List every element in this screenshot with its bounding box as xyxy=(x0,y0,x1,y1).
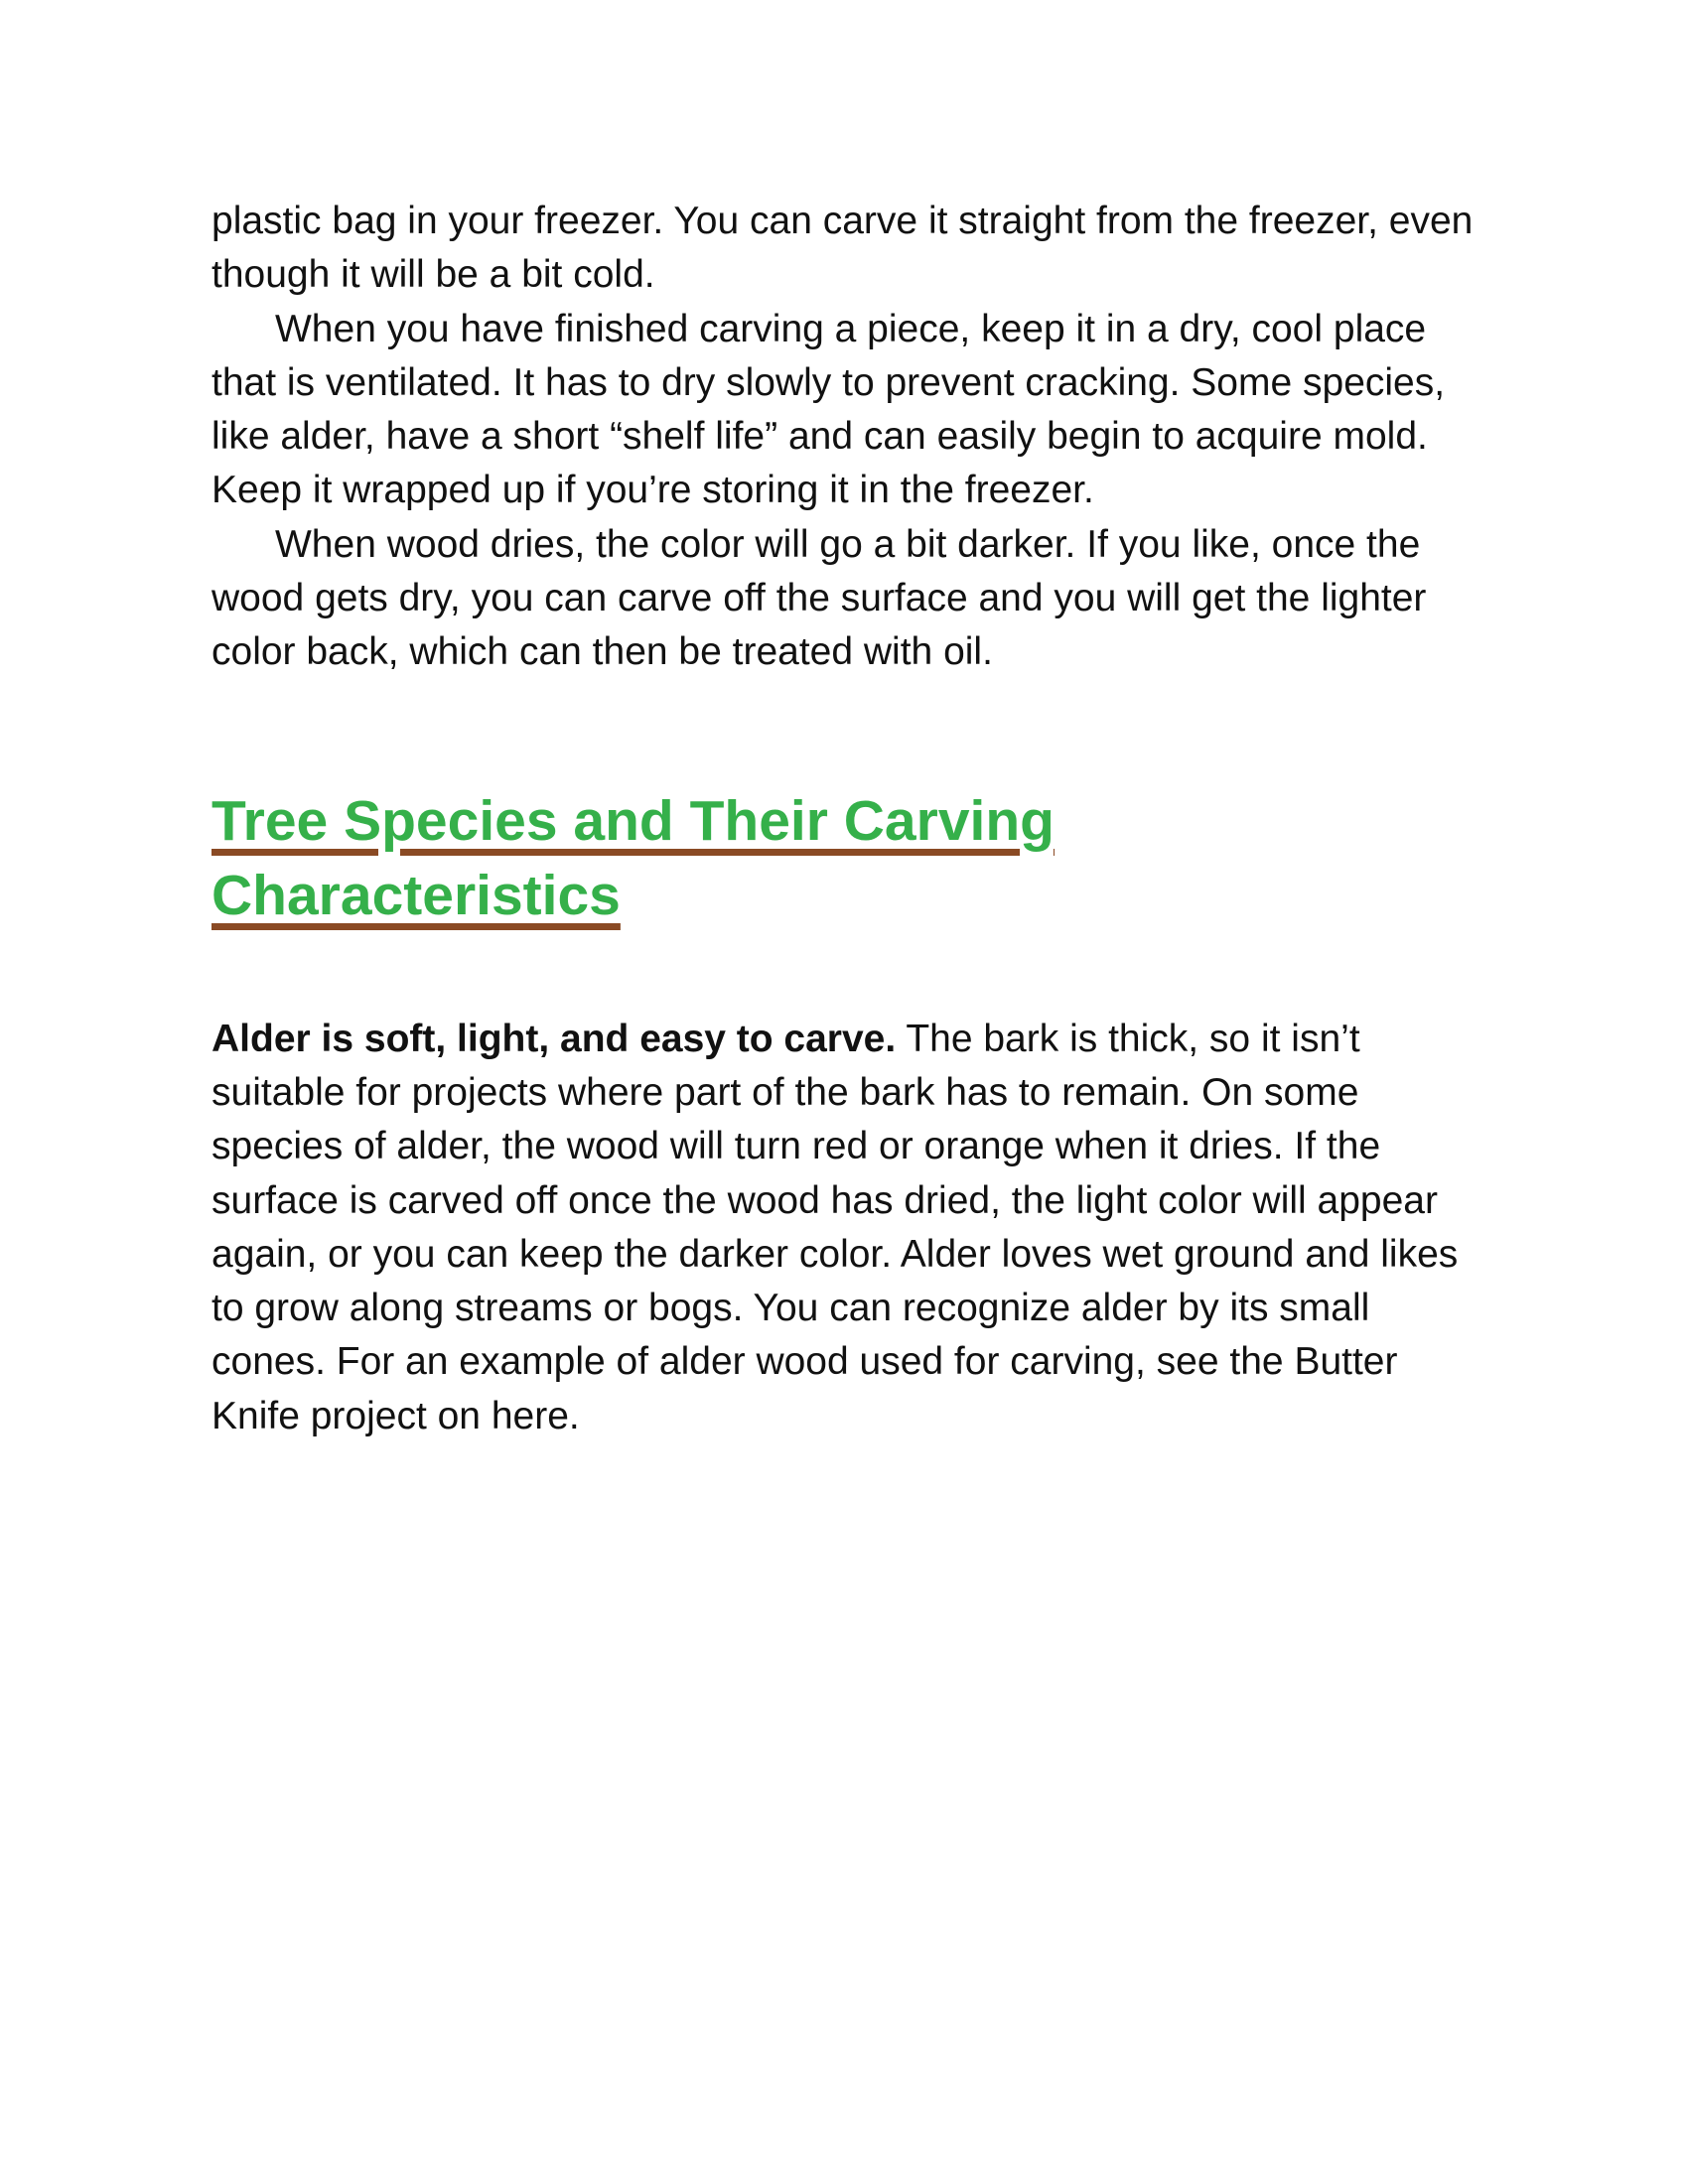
document-page xyxy=(211,195,1492,1443)
alder-body-text: The bark is thick, so it isn’t suitable for projects where part of the bark has to remain. On some species of alder, the wood will turn red or orange when it dries. If the surface is carved off once the wood has dried, the light color will appear again, or you can keep the darker color. Alder loves wet ground and likes to grow along streams or bogs. You can recognize alder by its small cones. For an example of alder wood used for carving, see the Butter Knife project on here. xyxy=(211,1017,1459,1437)
paragraph-alder xyxy=(211,1013,1492,1443)
paragraph-freezer-storage: plastic bag in your freezer. You can carve it straight from the freezer, even though it will be a bit cold. xyxy=(211,200,1474,297)
alder-lead-sentence: Alder is soft, light, and easy to carve. xyxy=(211,1017,897,1060)
section-heading xyxy=(211,784,1105,933)
paragraph-drying-finished-piece: When you have finished carving a piece, keep it in a dry, cool place that is ventilated. It has to dry slowly to prevent cracking. Some species, like alder, have a short “shelf life” and can easily begin to acquire mold. Keep it wrapped up if you’re storing it in the freezer. xyxy=(211,307,1446,512)
section-heading-text: Tree Species and Their Carving Characteristics xyxy=(211,788,1055,927)
paragraph-wood-color: When wood dries, the color will go a bit darker. If you like, once the wood gets dry, you can carve off the surface and you will get the lighter color back, which can then be treated with oil. xyxy=(211,522,1427,674)
